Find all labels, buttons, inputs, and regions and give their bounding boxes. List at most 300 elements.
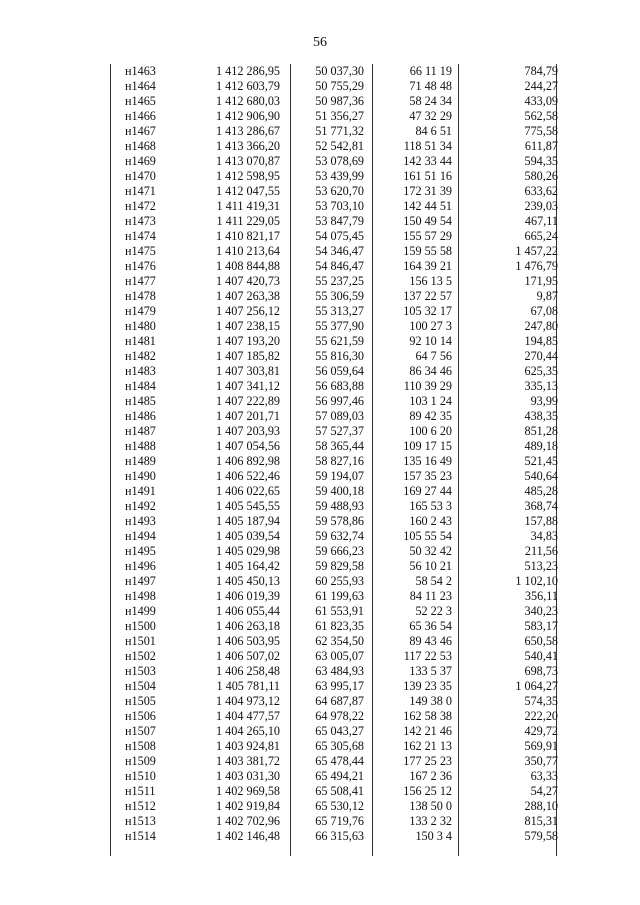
point-id-cell: н1492: [125, 499, 156, 513]
y-coordinate-cell: 62 354,50: [315, 634, 364, 648]
point-id-cell: н1479: [125, 304, 156, 318]
direction-angle-cell: 86 34 46: [409, 364, 452, 378]
y-coordinate-cell: 53 439,99: [315, 169, 364, 183]
y-coordinate-cell: 54 346,47: [315, 244, 364, 258]
y-coordinate-cell: 53 703,10: [315, 199, 364, 213]
length-cell: 244,27: [524, 79, 558, 93]
y-coordinate-cell: 56 059,64: [315, 364, 364, 378]
table-row: [100, 319, 560, 334]
y-coordinate-cell: 59 829,58: [315, 559, 364, 573]
x-coordinate-cell: 1 405 039,54: [216, 529, 280, 543]
y-coordinate-cell: 55 306,59: [315, 289, 364, 303]
point-id-cell: н1463: [125, 64, 156, 78]
length-cell: 270,44: [524, 349, 558, 363]
direction-angle-cell: 100 27 3: [409, 319, 452, 333]
y-coordinate-cell: 65 494,21: [315, 769, 364, 783]
x-coordinate-cell: 1 406 507,02: [216, 649, 280, 663]
direction-angle-cell: 92 10 14: [409, 334, 452, 348]
direction-angle-cell: 103 1 24: [409, 394, 452, 408]
direction-angle-cell: 172 31 39: [403, 184, 452, 198]
table-row: [100, 559, 560, 574]
point-id-cell: н1514: [125, 829, 156, 843]
direction-angle-cell: 164 39 21: [403, 259, 452, 273]
length-cell: 625,35: [524, 364, 558, 378]
direction-angle-cell: 58 24 34: [409, 94, 452, 108]
length-cell: 54,27: [530, 784, 558, 798]
length-cell: 698,73: [524, 664, 558, 678]
point-id-cell: н1486: [125, 409, 156, 423]
x-coordinate-cell: 1 406 055,44: [216, 604, 280, 618]
table-row: [100, 364, 560, 379]
direction-angle-cell: 89 42 35: [409, 409, 452, 423]
point-id-cell: н1484: [125, 379, 156, 393]
y-coordinate-cell: 59 194,07: [315, 469, 364, 483]
y-coordinate-cell: 53 078,69: [315, 154, 364, 168]
x-coordinate-cell: 1 404 477,57: [216, 709, 280, 723]
length-cell: 569,91: [524, 739, 558, 753]
point-id-cell: н1505: [125, 694, 156, 708]
point-id-cell: н1510: [125, 769, 156, 783]
table-row: [100, 289, 560, 304]
direction-angle-cell: 138 50 0: [409, 799, 452, 813]
direction-angle-cell: 66 11 19: [409, 64, 452, 78]
length-cell: 579,58: [524, 829, 558, 843]
y-coordinate-cell: 59 488,93: [315, 499, 364, 513]
point-id-cell: н1464: [125, 79, 156, 93]
direction-angle-cell: 135 16 49: [403, 454, 452, 468]
y-coordinate-cell: 53 847,79: [315, 214, 364, 228]
x-coordinate-cell: 1 411 229,05: [216, 214, 280, 228]
direction-angle-cell: 139 23 35: [403, 679, 452, 693]
table-row: [100, 499, 560, 514]
length-cell: 157,88: [524, 514, 558, 528]
length-cell: 340,23: [524, 604, 558, 618]
table-row: [100, 649, 560, 664]
y-coordinate-cell: 59 400,18: [315, 484, 364, 498]
point-id-cell: н1495: [125, 544, 156, 558]
y-coordinate-cell: 63 005,07: [315, 649, 364, 663]
point-id-cell: н1469: [125, 154, 156, 168]
y-coordinate-cell: 65 508,41: [315, 784, 364, 798]
x-coordinate-cell: 1 407 256,12: [216, 304, 280, 318]
table-row: [100, 214, 560, 229]
length-cell: 784,79: [524, 64, 558, 78]
table-row: [100, 334, 560, 349]
table-row: [100, 709, 560, 724]
point-id-cell: н1468: [125, 139, 156, 153]
length-cell: 633,62: [524, 184, 558, 198]
x-coordinate-cell: 1 412 906,90: [216, 109, 280, 123]
point-id-cell: н1498: [125, 589, 156, 603]
x-coordinate-cell: 1 412 603,79: [216, 79, 280, 93]
point-id-cell: н1472: [125, 199, 156, 213]
y-coordinate-cell: 51 771,32: [315, 124, 364, 138]
direction-angle-cell: 100 6 20: [409, 424, 452, 438]
length-cell: 356,11: [524, 589, 558, 603]
y-coordinate-cell: 65 719,76: [315, 814, 364, 828]
direction-angle-cell: 47 32 29: [409, 109, 452, 123]
direction-angle-cell: 162 21 13: [403, 739, 452, 753]
length-cell: 438,35: [524, 409, 558, 423]
table-body: [100, 64, 560, 844]
point-id-cell: н1491: [125, 484, 156, 498]
direction-angle-cell: 71 48 48: [409, 79, 452, 93]
x-coordinate-cell: 1 407 303,81: [216, 364, 280, 378]
x-coordinate-cell: 1 407 341,12: [216, 379, 280, 393]
point-id-cell: н1494: [125, 529, 156, 543]
table-row: [100, 244, 560, 259]
x-coordinate-cell: 1 412 286,95: [216, 64, 280, 78]
table-row: [100, 664, 560, 679]
table-row: [100, 229, 560, 244]
x-coordinate-cell: 1 403 031,30: [216, 769, 280, 783]
point-id-cell: н1488: [125, 439, 156, 453]
table-row: [100, 274, 560, 289]
x-coordinate-cell: 1 402 702,96: [216, 814, 280, 828]
point-id-cell: н1470: [125, 169, 156, 183]
length-cell: 34,83: [530, 529, 558, 543]
y-coordinate-cell: 55 313,27: [315, 304, 364, 318]
y-coordinate-cell: 52 542,81: [315, 139, 364, 153]
x-coordinate-cell: 1 402 919,84: [216, 799, 280, 813]
table-row: [100, 454, 560, 469]
y-coordinate-cell: 51 356,27: [315, 109, 364, 123]
length-cell: 288,10: [524, 799, 558, 813]
table-row: [100, 259, 560, 274]
point-id-cell: н1478: [125, 289, 156, 303]
table-row: [100, 154, 560, 169]
y-coordinate-cell: 63 484,93: [315, 664, 364, 678]
length-cell: 9,87: [536, 289, 558, 303]
point-id-cell: н1487: [125, 424, 156, 438]
length-cell: 63,33: [530, 769, 558, 783]
length-cell: 429,72: [524, 724, 558, 738]
x-coordinate-cell: 1 410 821,17: [216, 229, 280, 243]
x-coordinate-cell: 1 404 265,10: [216, 724, 280, 738]
direction-angle-cell: 157 35 23: [403, 469, 452, 483]
direction-angle-cell: 84 6 51: [415, 124, 452, 138]
table-row: [100, 619, 560, 634]
x-coordinate-cell: 1 407 222,89: [216, 394, 280, 408]
y-coordinate-cell: 54 075,45: [315, 229, 364, 243]
x-coordinate-cell: 1 413 366,20: [216, 139, 280, 153]
length-cell: 574,35: [524, 694, 558, 708]
point-id-cell: н1473: [125, 214, 156, 228]
point-id-cell: н1502: [125, 649, 156, 663]
direction-angle-cell: 56 10 21: [409, 559, 452, 573]
point-id-cell: н1504: [125, 679, 156, 693]
point-id-cell: н1465: [125, 94, 156, 108]
length-cell: 815,31: [524, 814, 558, 828]
x-coordinate-cell: 1 407 238,15: [216, 319, 280, 333]
y-coordinate-cell: 64 978,22: [315, 709, 364, 723]
length-cell: 650,58: [524, 634, 558, 648]
y-coordinate-cell: 65 043,27: [315, 724, 364, 738]
direction-angle-cell: 65 36 54: [409, 619, 452, 633]
table-row: [100, 199, 560, 214]
point-id-cell: н1485: [125, 394, 156, 408]
length-cell: 222,20: [524, 709, 558, 723]
length-cell: 67,08: [530, 304, 558, 318]
x-coordinate-cell: 1 407 263,38: [216, 289, 280, 303]
length-cell: 350,77: [524, 754, 558, 768]
table-row: [100, 184, 560, 199]
x-coordinate-cell: 1 404 973,12: [216, 694, 280, 708]
x-coordinate-cell: 1 406 503,95: [216, 634, 280, 648]
x-coordinate-cell: 1 407 054,56: [216, 439, 280, 453]
page-number: 56: [313, 35, 327, 50]
point-id-cell: н1475: [125, 244, 156, 258]
table-row: [100, 469, 560, 484]
table-row: [100, 589, 560, 604]
y-coordinate-cell: 56 997,46: [315, 394, 364, 408]
table-row: [100, 379, 560, 394]
table-row: [100, 139, 560, 154]
x-coordinate-cell: 1 407 203,93: [216, 424, 280, 438]
direction-angle-cell: 105 32 17: [403, 304, 452, 318]
point-id-cell: н1496: [125, 559, 156, 573]
point-id-cell: н1489: [125, 454, 156, 468]
y-coordinate-cell: 55 816,30: [315, 349, 364, 363]
direction-angle-cell: 150 3 4: [415, 829, 452, 843]
x-coordinate-cell: 1 413 286,67: [216, 124, 280, 138]
x-coordinate-cell: 1 406 892,98: [216, 454, 280, 468]
direction-angle-cell: 155 57 29: [403, 229, 452, 243]
y-coordinate-cell: 58 827,16: [315, 454, 364, 468]
point-id-cell: н1509: [125, 754, 156, 768]
x-coordinate-cell: 1 412 680,03: [216, 94, 280, 108]
table-row: [100, 814, 560, 829]
point-id-cell: н1501: [125, 634, 156, 648]
x-coordinate-cell: 1 402 146,48: [216, 829, 280, 843]
point-id-cell: н1508: [125, 739, 156, 753]
length-cell: 433,09: [524, 94, 558, 108]
y-coordinate-cell: 50 987,36: [315, 94, 364, 108]
direction-angle-cell: 177 25 23: [403, 754, 452, 768]
direction-angle-cell: 50 32 42: [409, 544, 452, 558]
length-cell: 489,18: [524, 439, 558, 453]
y-coordinate-cell: 55 377,90: [315, 319, 364, 333]
point-id-cell: н1507: [125, 724, 156, 738]
length-cell: 521,45: [524, 454, 558, 468]
x-coordinate-cell: 1 406 022,65: [216, 484, 280, 498]
length-cell: 851,28: [524, 424, 558, 438]
direction-angle-cell: 109 17 15: [403, 439, 452, 453]
direction-angle-cell: 142 33 44: [403, 154, 452, 168]
x-coordinate-cell: 1 410 213,64: [216, 244, 280, 258]
point-id-cell: н1497: [125, 574, 156, 588]
length-cell: 93,99: [530, 394, 558, 408]
point-id-cell: н1477: [125, 274, 156, 288]
x-coordinate-cell: 1 407 193,20: [216, 334, 280, 348]
direction-angle-cell: 156 13 5: [409, 274, 452, 288]
x-coordinate-cell: 1 412 598,95: [216, 169, 280, 183]
table-row: [100, 769, 560, 784]
point-id-cell: н1474: [125, 229, 156, 243]
length-cell: 513,23: [524, 559, 558, 573]
coordinates-table: [100, 64, 560, 856]
y-coordinate-cell: 61 823,35: [315, 619, 364, 633]
x-coordinate-cell: 1 413 070,87: [216, 154, 280, 168]
x-coordinate-cell: 1 406 263,18: [216, 619, 280, 633]
point-id-cell: н1503: [125, 664, 156, 678]
direction-angle-cell: 149 38 0: [409, 694, 452, 708]
length-cell: 1 102,10: [515, 574, 558, 588]
x-coordinate-cell: 1 403 381,72: [216, 754, 280, 768]
point-id-cell: н1480: [125, 319, 156, 333]
direction-angle-cell: 133 5 37: [409, 664, 452, 678]
length-cell: 1 064,27: [515, 679, 558, 693]
point-id-cell: н1511: [125, 784, 156, 798]
length-cell: 211,56: [524, 544, 558, 558]
direction-angle-cell: 58 54 2: [415, 574, 452, 588]
length-cell: 775,58: [524, 124, 558, 138]
y-coordinate-cell: 50 037,30: [315, 64, 364, 78]
y-coordinate-cell: 61 199,63: [315, 589, 364, 603]
x-coordinate-cell: 1 408 844,88: [216, 259, 280, 273]
y-coordinate-cell: 65 478,44: [315, 754, 364, 768]
direction-angle-cell: 161 51 16: [403, 169, 452, 183]
length-cell: 335,13: [524, 379, 558, 393]
x-coordinate-cell: 1 412 047,55: [216, 184, 280, 198]
point-id-cell: н1476: [125, 259, 156, 273]
table-row: [100, 514, 560, 529]
y-coordinate-cell: 59 578,86: [315, 514, 364, 528]
length-cell: 540,41: [524, 649, 558, 663]
x-coordinate-cell: 1 407 185,82: [216, 349, 280, 363]
table-row: [100, 424, 560, 439]
table-row: [100, 829, 560, 844]
table-row: [100, 124, 560, 139]
direction-angle-cell: 165 53 3: [409, 499, 452, 513]
table-row: [100, 574, 560, 589]
y-coordinate-cell: 66 315,63: [315, 829, 364, 843]
length-cell: 485,28: [524, 484, 558, 498]
direction-angle-cell: 84 11 23: [409, 589, 452, 603]
direction-angle-cell: 160 2 43: [409, 514, 452, 528]
point-id-cell: н1512: [125, 799, 156, 813]
y-coordinate-cell: 57 527,37: [315, 424, 364, 438]
x-coordinate-cell: 1 407 201,71: [216, 409, 280, 423]
direction-angle-cell: 52 22 3: [415, 604, 452, 618]
y-coordinate-cell: 61 553,91: [315, 604, 364, 618]
y-coordinate-cell: 55 621,59: [315, 334, 364, 348]
table-row: [100, 604, 560, 619]
length-cell: 594,35: [524, 154, 558, 168]
y-coordinate-cell: 60 255,93: [315, 574, 364, 588]
direction-angle-cell: 169 27 44: [403, 484, 452, 498]
table-row: [100, 634, 560, 649]
table-row: [100, 784, 560, 799]
direction-angle-cell: 142 21 46: [403, 724, 452, 738]
length-cell: 540,64: [524, 469, 558, 483]
length-cell: 1 457,22: [515, 244, 558, 258]
table-row: [100, 739, 560, 754]
table-row: [100, 439, 560, 454]
table-row: [100, 169, 560, 184]
direction-angle-cell: 118 51 34: [403, 139, 452, 153]
table-row: [100, 754, 560, 769]
y-coordinate-cell: 64 687,87: [315, 694, 364, 708]
direction-angle-cell: 105 55 54: [403, 529, 452, 543]
y-coordinate-cell: 50 755,29: [315, 79, 364, 93]
x-coordinate-cell: 1 405 029,98: [216, 544, 280, 558]
x-coordinate-cell: 1 402 969,58: [216, 784, 280, 798]
table-row: [100, 109, 560, 124]
y-coordinate-cell: 59 666,23: [315, 544, 364, 558]
point-id-cell: н1466: [125, 109, 156, 123]
point-id-cell: н1506: [125, 709, 156, 723]
length-cell: 247,80: [524, 319, 558, 333]
table-row: [100, 79, 560, 94]
x-coordinate-cell: 1 406 019,39: [216, 589, 280, 603]
length-cell: 562,58: [524, 109, 558, 123]
y-coordinate-cell: 65 530,12: [315, 799, 364, 813]
y-coordinate-cell: 65 305,68: [315, 739, 364, 753]
direction-angle-cell: 117 22 53: [403, 649, 452, 663]
table-row: [100, 64, 560, 79]
y-coordinate-cell: 58 365,44: [315, 439, 364, 453]
length-cell: 171,95: [524, 274, 558, 288]
y-coordinate-cell: 55 237,25: [315, 274, 364, 288]
direction-angle-cell: 162 58 38: [403, 709, 452, 723]
length-cell: 665,24: [524, 229, 558, 243]
table-row: [100, 529, 560, 544]
table-row: [100, 679, 560, 694]
table-row: [100, 544, 560, 559]
direction-angle-cell: 133 2 32: [409, 814, 452, 828]
y-coordinate-cell: 57 089,03: [315, 409, 364, 423]
table-row: [100, 724, 560, 739]
y-coordinate-cell: 63 995,17: [315, 679, 364, 693]
table-row: [100, 799, 560, 814]
x-coordinate-cell: 1 405 450,13: [216, 574, 280, 588]
x-coordinate-cell: 1 403 924,81: [216, 739, 280, 753]
point-id-cell: н1493: [125, 514, 156, 528]
length-cell: 239,03: [524, 199, 558, 213]
table-row: [100, 394, 560, 409]
table-row: [100, 409, 560, 424]
direction-angle-cell: 159 55 58: [403, 244, 452, 258]
x-coordinate-cell: 1 406 258,48: [216, 664, 280, 678]
length-cell: 194,85: [524, 334, 558, 348]
table-row: [100, 694, 560, 709]
direction-angle-cell: 156 25 12: [403, 784, 452, 798]
length-cell: 611,87: [524, 139, 558, 153]
direction-angle-cell: 137 22 57: [403, 289, 452, 303]
table-row: [100, 484, 560, 499]
point-id-cell: н1513: [125, 814, 156, 828]
point-id-cell: н1481: [125, 334, 156, 348]
table-row: [100, 94, 560, 109]
x-coordinate-cell: 1 405 545,55: [216, 499, 280, 513]
direction-angle-cell: 89 43 46: [409, 634, 452, 648]
x-coordinate-cell: 1 406 522,46: [216, 469, 280, 483]
table-row: [100, 304, 560, 319]
point-id-cell: н1467: [125, 124, 156, 138]
x-coordinate-cell: 1 405 164,42: [216, 559, 280, 573]
y-coordinate-cell: 56 683,88: [315, 379, 364, 393]
point-id-cell: н1482: [125, 349, 156, 363]
length-cell: 467,11: [524, 214, 558, 228]
x-coordinate-cell: 1 405 187,94: [216, 514, 280, 528]
direction-angle-cell: 110 39 29: [403, 379, 452, 393]
length-cell: 1 476,79: [515, 259, 558, 273]
x-coordinate-cell: 1 405 781,11: [216, 679, 280, 693]
length-cell: 580,26: [524, 169, 558, 183]
x-coordinate-cell: 1 411 419,31: [216, 199, 280, 213]
length-cell: 368,74: [524, 499, 558, 513]
